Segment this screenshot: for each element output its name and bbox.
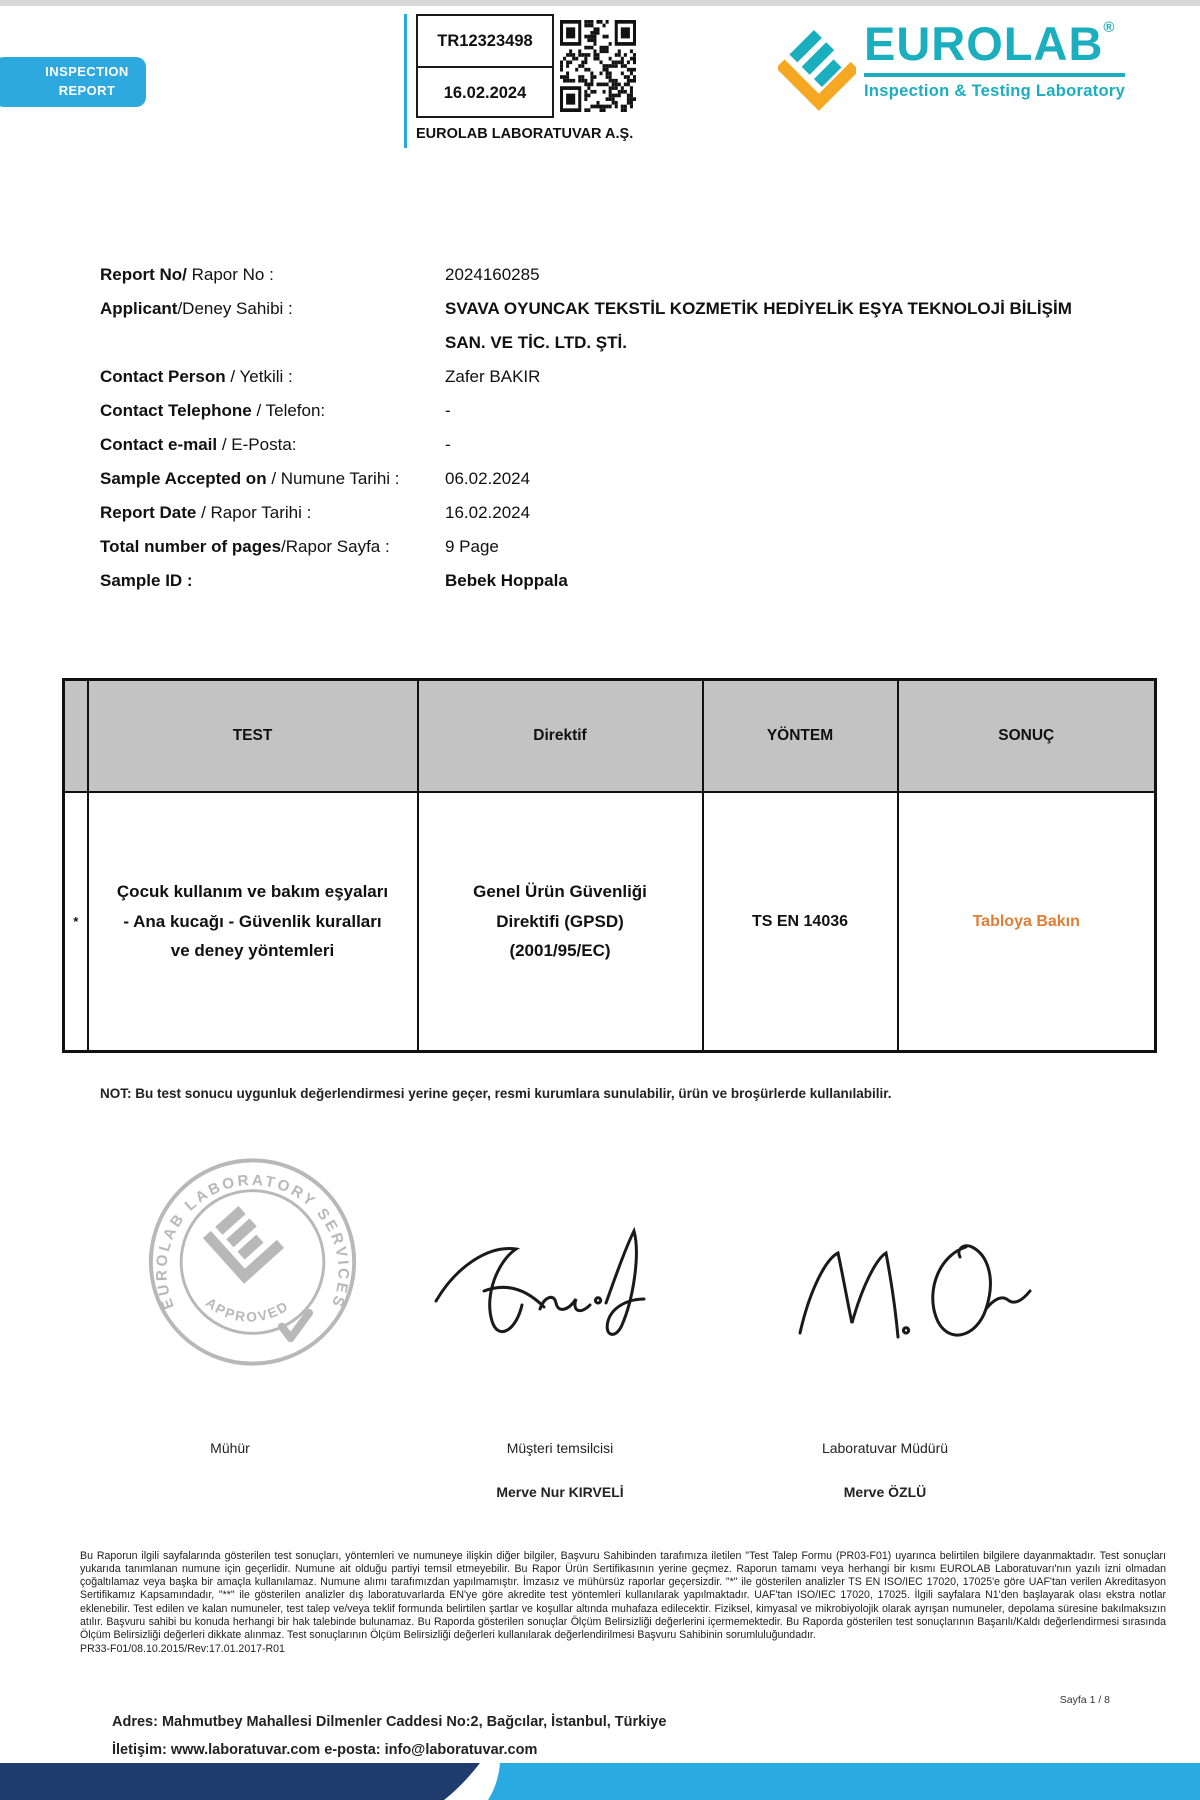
- detail-row-contact-email: [100, 428, 1110, 462]
- detail-value: Bebek Hoppala: [445, 571, 568, 590]
- results-table-row: [64, 792, 1156, 1052]
- cell-test: Çocuk kullanım ve bakım eşyaları - Ana kucağı - Güvenlik kuralları ve deney yöntemleri: [88, 792, 418, 1052]
- label-tr: /Rapor Sayfa :: [281, 537, 390, 556]
- label-en: Report No/: [100, 265, 187, 284]
- qr-code-icon: [560, 20, 636, 112]
- label-en: Applicant: [100, 299, 178, 318]
- label-tr: / E-Posta:: [217, 435, 297, 454]
- legal-disclaimer: [80, 1550, 1166, 1656]
- cell-yontem: TS EN 14036: [703, 792, 898, 1052]
- detail-label: [100, 258, 445, 292]
- detail-label: [100, 496, 445, 530]
- signature-customer-representative: [428, 1205, 658, 1355]
- detail-row-sample-accepted: [100, 462, 1110, 496]
- detail-value: 9 Page: [445, 537, 499, 556]
- page-number: Sayfa 1 / 8: [1059, 1694, 1110, 1706]
- signature-lab-manager: [788, 1205, 1043, 1375]
- stamp-checkmark-icon: [282, 1313, 309, 1338]
- customer-representative-label: Müşteri temsilcisi: [506, 1440, 614, 1456]
- detail-value: SVAVA OYUNCAK TEKSTİL KOZMETİK HEDİYELİK EŞYA TEKNOLOJİ BİLİŞİM SAN. VE TİC. LTD. ŞTİ.: [445, 299, 1077, 352]
- eurolab-wordmark-text: EUROLAB: [864, 17, 1104, 70]
- detail-row-sample-id: [100, 564, 1110, 598]
- header-divider: [404, 14, 407, 148]
- header-test: TEST: [88, 680, 418, 793]
- label-en: Contact Person: [100, 367, 226, 386]
- report-details: [100, 258, 1110, 598]
- contact-line: İletişim: www.laboratuvar.com e-posta: info@laboratuvar.com: [112, 1742, 538, 1758]
- detail-value: 06.02.2024: [445, 469, 531, 488]
- label-tr: / Rapor Tarihi :: [196, 503, 312, 522]
- cell-sonuc: Tabloya Bakın: [898, 792, 1156, 1052]
- customer-representative-name: Merve Nur KIRVELİ: [496, 1484, 624, 1500]
- label-tr: Rapor No :: [186, 265, 274, 284]
- detail-row-contact-telephone: [100, 394, 1110, 428]
- label-en: Contact e-mail: [100, 435, 218, 454]
- label-en: Sample Accepted on: [100, 469, 267, 488]
- svg-text:APPROVED: [203, 1295, 292, 1325]
- label-en: Total number of pages: [100, 537, 282, 556]
- stamp-label: Mühür: [210, 1440, 250, 1456]
- detail-label: [100, 564, 445, 598]
- lab-manager-label: Laboratuvar Müdürü: [821, 1440, 949, 1456]
- note-text: NOT: Bu test sonucu uygunluk değerlendirmesi yerine geçer, resmi kurumlara sunulabilir, ürün ve broşürlerde kullanılabilir.: [100, 1086, 892, 1101]
- label-tr: / Numune Tarihi :: [266, 469, 400, 488]
- label-en: Report Date: [100, 503, 197, 522]
- header-yontem: YÖNTEM: [703, 680, 898, 793]
- legal-paragraph: Bu Raporun ilgili sayfalarında gösterilen test sonuçları, yöntemleri ve numuneye ilişkin diğer bilgiler, Başvuru Sahibinden tarafımıza iletilen "Test Talep Formu (PR03-F01) uyarınca belirtilen bilgilere dayanmaktadır. Test sonuçları yukarıda tanımlanan numune için geçerlidir. Numune ait olduğu partiyi temsil etmeyebilir. Bu Rapor Ürün Sertifikasının yerine geçmez. Raporun tamamı veya herhangi bir kısmı EUROLAB Laboratuvarı'nın yazılı izni olmadan çoğaltılamaz veya başka bir amaçla kullanılamaz. Numune alımı tarafımızdan yapılmamıştır. İmzasız ve mühürsüz raporlar geçersizdir. "*" ile gösterilen analizler TS EN ISO/IEC 17020, 17025'e göre UAF'tan verilen Akreditasyon Sertifikamız Kapsamındadır, "**" ile gösterilen analizler dış laboratuvarlarda EN'ye göre akredite test yöntemleri kullanılarak yapılmaktadır. UAF'tan ISO/IEC 17020, 17025. İlgili sayfalara N1'den başlayarak olası ekstra notlar eklenebilir. Test edilen ve kalan numuneler, test talep ve/veya teklif formunda belirtilen şartlar ve koşullar altında muhafaza edilecektir. Fiziksel, kimyasal ve mikrobiyolojik olarak ayrışan numuneler, depolama süresine bakılmaksızın atılır. Başvuru sahibi bu konuda herhangi bir hak talebinde bulunamaz. Bu Raporda gösterilen sonuçlar Ölçüm Belirsizliği değerlerini içermemektedir. Bu Raporda gösterilen test sonuçlarının Başarılı/Kaldı değerlendirmesi sırasında Ölçüm Belirsizliği değerleri dikkate alınmaz. Test sonuçlarının Ölçüm Belirsizliği değerleri kullanılarak değerlendirilmesi Başvuru Sahibinin sorumluluğundadır.: [80, 1550, 1166, 1641]
- results-table-header-row: [64, 680, 1156, 793]
- cell-marker: *: [64, 792, 88, 1052]
- cell-direktif: Genel Ürün Güvenliği Direktifi (GPSD) (2001/95/EC): [418, 792, 703, 1052]
- report-code-box: [416, 14, 554, 118]
- results-table: [62, 678, 1157, 1053]
- detail-label: [100, 394, 445, 428]
- detail-row-contact-person: [100, 360, 1110, 394]
- detail-label: [100, 428, 445, 462]
- detail-label: [100, 530, 445, 564]
- stamp-center-logo: [203, 1202, 284, 1284]
- detail-row-applicant: [100, 292, 1110, 360]
- detail-value: -: [445, 401, 451, 420]
- eurolab-logo: [778, 17, 1188, 140]
- badge-line2: REPORT: [58, 83, 116, 98]
- label-en: Contact Telephone: [100, 401, 252, 420]
- logo-tagline: Inspection & Testing Laboratory: [864, 82, 1126, 100]
- detail-row-report-no: [100, 258, 1110, 292]
- laboratory-company-name: EUROLAB LABORATUVAR A.Ş.: [416, 126, 634, 142]
- scan-edge-strip: [0, 0, 1200, 6]
- header-sonuc: SONUÇ: [898, 680, 1156, 793]
- detail-value: 2024160285: [445, 265, 540, 284]
- stamp-arc-top-text: EUROLAB LABORATORY SERVICES: [153, 1171, 352, 1312]
- label-tr: / Yetkili :: [225, 367, 293, 386]
- detail-row-report-date: [100, 496, 1110, 530]
- eurolab-logo-icon: [778, 20, 856, 120]
- eurolab-wordmark: [864, 17, 1125, 77]
- approved-stamp-icon: [145, 1152, 360, 1372]
- detail-value: -: [445, 435, 451, 454]
- label-en: Sample ID :: [100, 571, 193, 590]
- header-marker: [64, 680, 88, 793]
- lab-manager-name: Merve ÖZLÜ: [843, 1484, 927, 1500]
- detail-row-total-pages: [100, 530, 1110, 564]
- detail-value: 16.02.2024: [445, 503, 531, 522]
- form-code: PR33-F01/08.10.2015/Rev:17.01.2017-R01: [80, 1642, 285, 1655]
- detail-label: [100, 360, 445, 394]
- footer-bar: [0, 1763, 1200, 1800]
- detail-label: [100, 292, 445, 326]
- address-line: Adres: Mahmutbey Mahallesi Dilmenler Caddesi No:2, Bağcılar, İstanbul, Türkiye: [112, 1714, 667, 1730]
- badge-line1: INSPECTION: [45, 64, 129, 80]
- inspection-report-badge: [0, 57, 146, 107]
- detail-value: Zafer BAKIR: [445, 367, 541, 386]
- label-tr: / Telefon:: [251, 401, 326, 420]
- report-code: TR12323498: [418, 16, 552, 68]
- label-tr: /Deney Sahibi :: [177, 299, 293, 318]
- detail-label: [100, 462, 445, 496]
- registered-mark: ®: [1103, 19, 1115, 36]
- stamp-arc-bottom-text: APPROVED: [202, 1294, 292, 1325]
- header-direktif: Direktif: [418, 680, 703, 793]
- report-date-box: 16.02.2024: [443, 83, 527, 102]
